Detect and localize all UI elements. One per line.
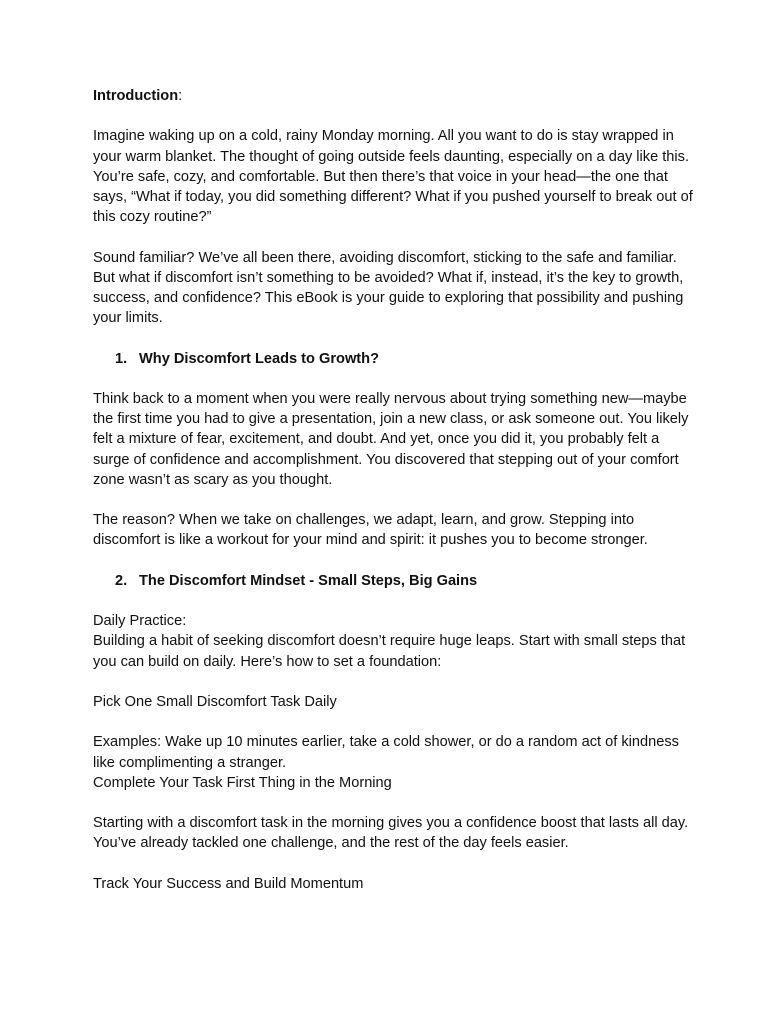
intro-colon: : <box>178 88 183 104</box>
section-1-paragraph-1: Think back to a moment when you were really nervous about trying something new—maybe the first time you had to give a presentation, join a new class, or ask someone out. You likely felt a mixture of fear, excitement, and doubt. And yet, once you did it, you probably felt a surge of confidence and accomplishment. You discovered that stepping out of your comfort zone wasn’t as scary as you thought. <box>93 390 689 488</box>
section-2-number: 2. <box>115 572 128 589</box>
section-1-number: 1. <box>115 350 128 367</box>
section-2-paragraph-2: Starting with a discomfort task in the morning gives you a confidence boost that lasts all day. You’ve already tackled one challenge, and the rest of the day feels easier. <box>93 815 689 852</box>
intro-paragraph-1: Imagine waking up on a cold, rainy Monday morning. All you want to do is stay wrapped in your warm blanket. The thought of going outside feels daunting, especially on a day like this. You’re safe, cozy, and comfortable. But then there’s that voice in your head—the one that says, “What if today, you did something different? What if you pushed yourself to break out of this cozy routine?” <box>93 128 693 226</box>
section-1-title: Why Discomfort Leads to Growth? <box>139 350 379 367</box>
intro-label: Introduction <box>93 88 179 104</box>
intro-heading <box>93 86 693 106</box>
step-1-title: Pick One Small Discomfort Task Daily <box>93 693 337 710</box>
section-1-heading <box>93 349 693 369</box>
step-2-title: Complete Your Task First Thing in the Morning <box>93 774 392 791</box>
document-page <box>93 86 693 894</box>
section-2-paragraph-1: Building a habit of seeking discomfort doesn’t require huge leaps. Start with small steps that you can build on daily. Here’s how to set a foundation: <box>93 633 686 670</box>
section-2-heading <box>93 571 693 591</box>
section-1-paragraph-2: The reason? When we take on challenges, we adapt, learn, and grow. Stepping into discomfort is like a workout for your mind and spirit: it pushes you to become stronger. <box>93 512 648 549</box>
section-2-title: The Discomfort Mindset - Small Steps, Big Gains <box>139 572 478 589</box>
examples-paragraph: Examples: Wake up 10 minutes earlier, take a cold shower, or do a random act of kindness like complimenting a stranger. <box>93 734 679 771</box>
step-3-title: Track Your Success and Build Momentum <box>93 875 364 892</box>
intro-paragraph-2: Sound familiar? We’ve all been there, avoiding discomfort, sticking to the safe and familiar. But what if discomfort isn’t something to be avoided? What if, instead, it’s the key to growth, success, and confidence? This eBook is your guide to exploring that possibility and pushing your limits. <box>93 249 684 327</box>
daily-practice-label: Daily Practice: <box>93 613 187 630</box>
